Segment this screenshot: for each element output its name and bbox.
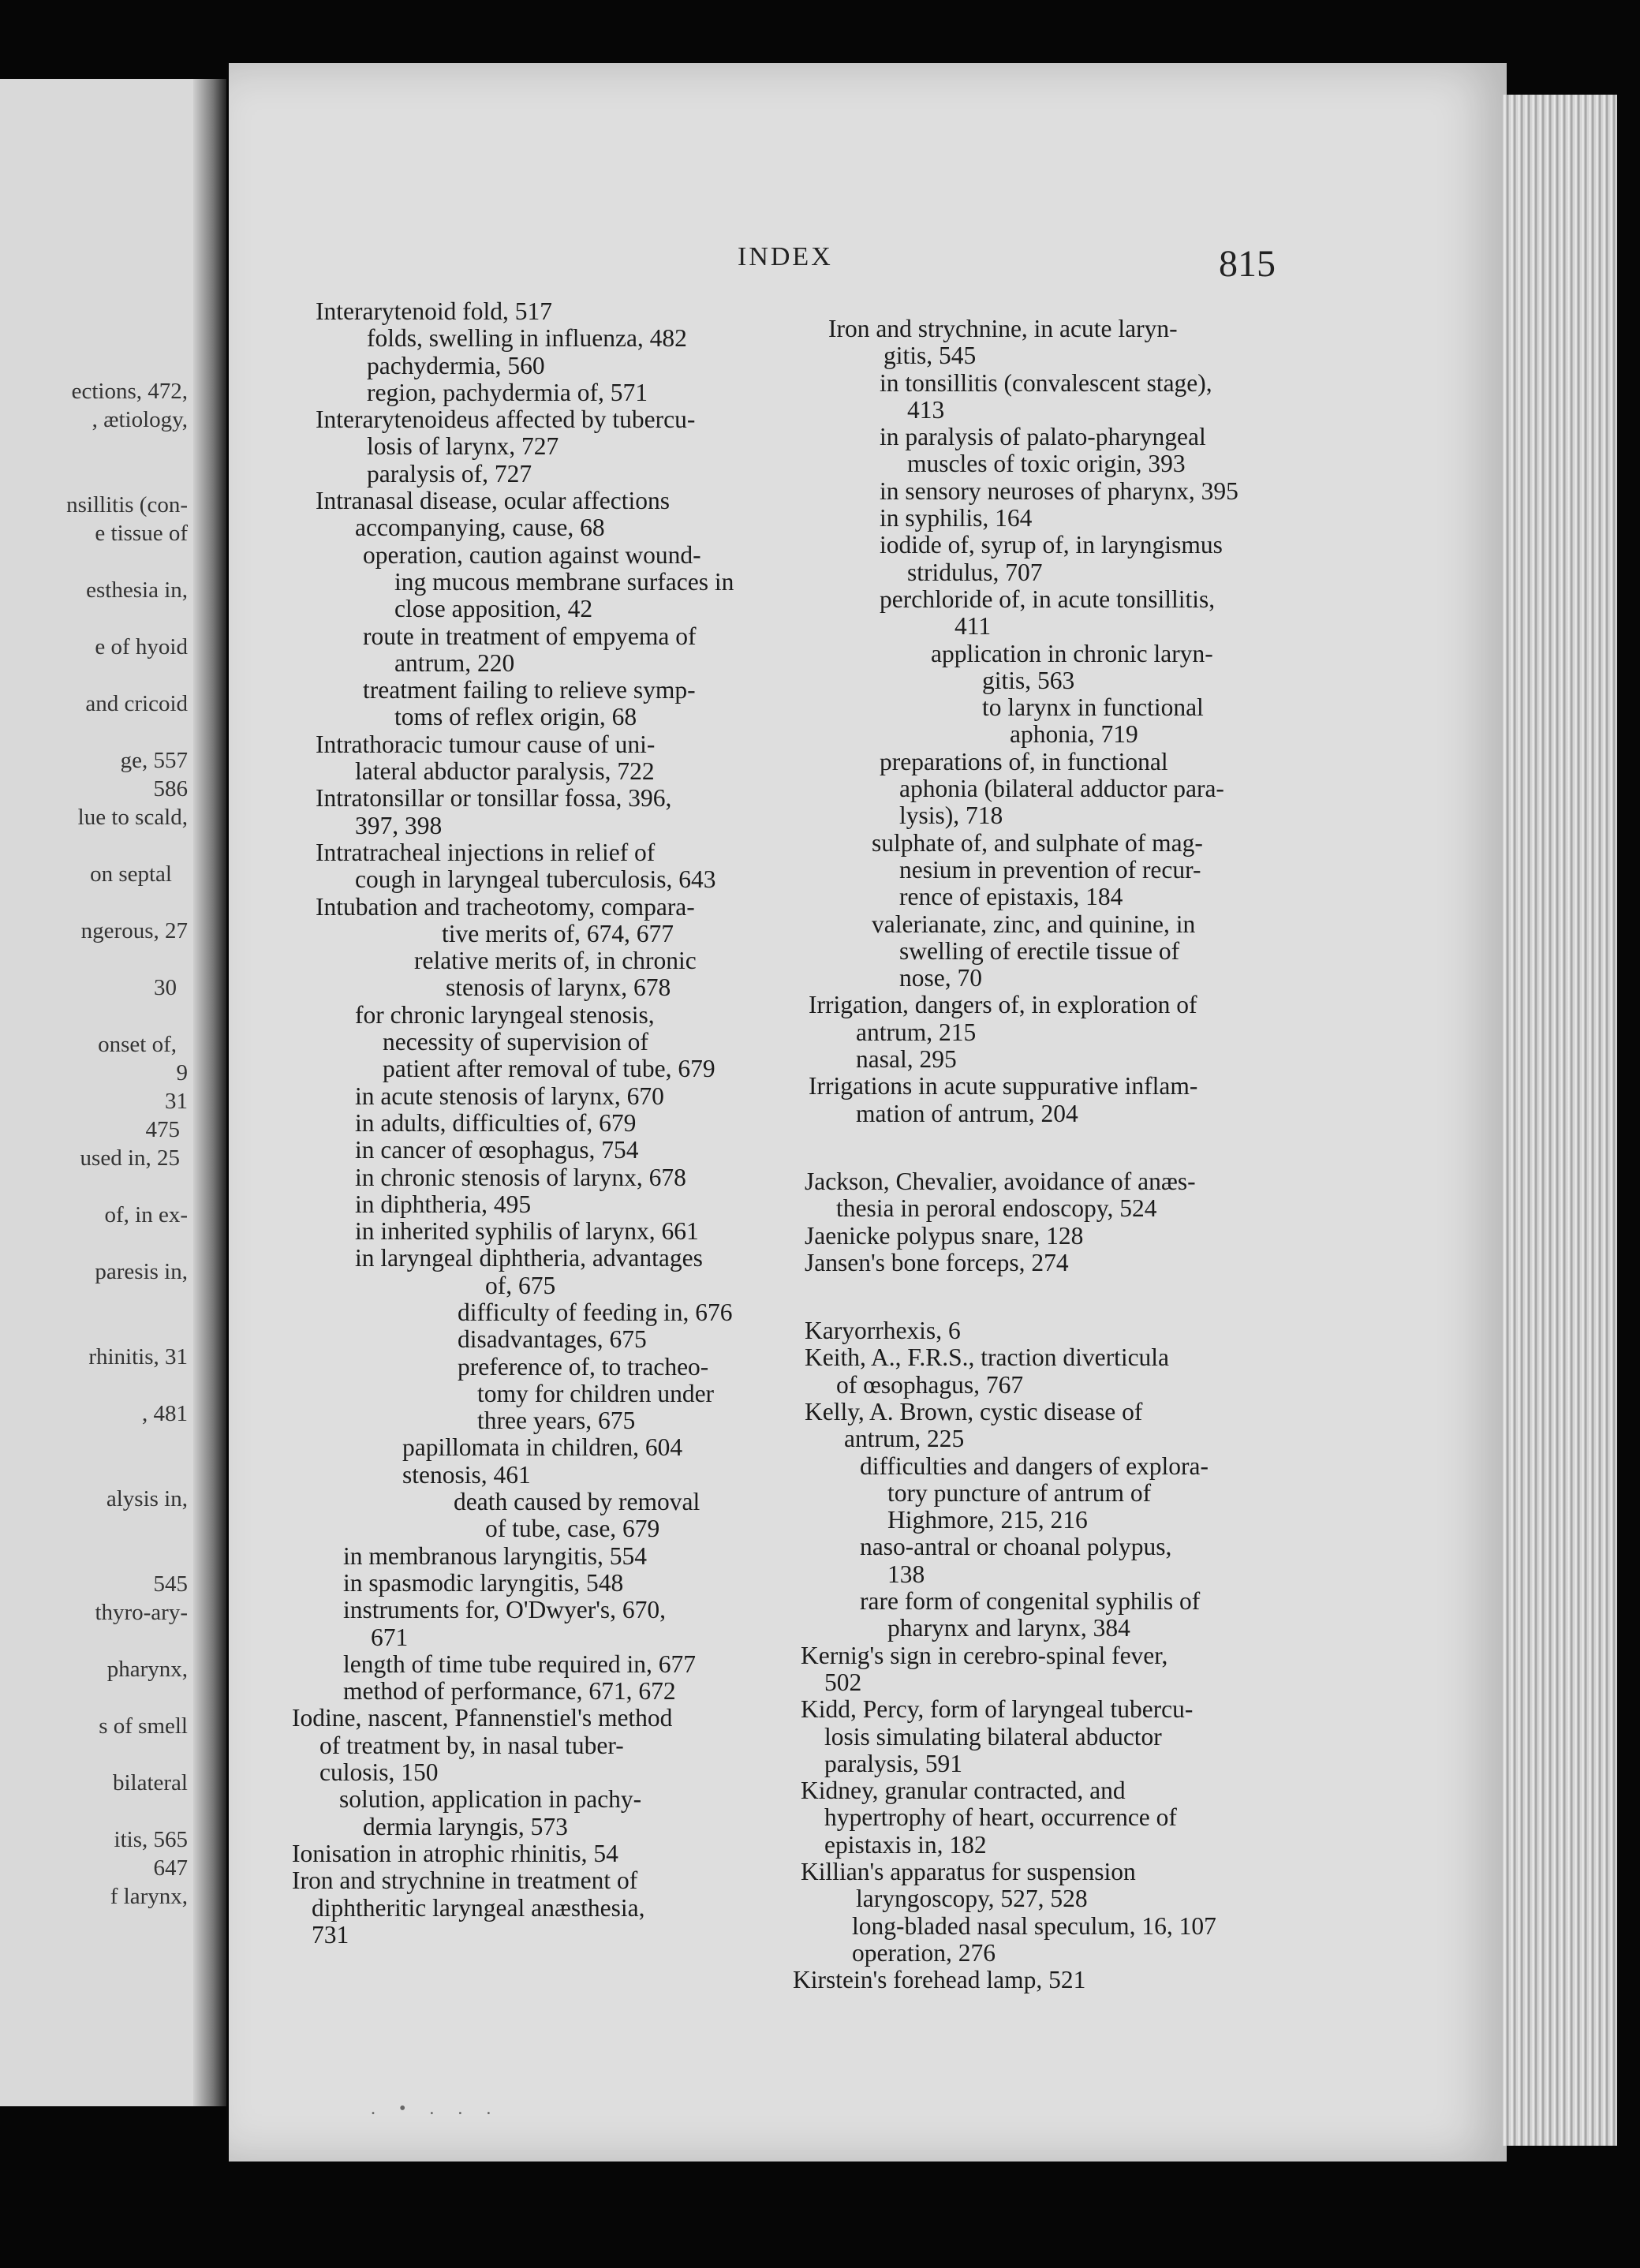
facing-page-line: itis, 565 bbox=[114, 1827, 188, 1852]
index-entry: antrum, 225 bbox=[844, 1425, 965, 1453]
index-entry: stenosis of larynx, 678 bbox=[446, 973, 671, 1002]
index-entry: cough in laryngeal tuberculosis, 643 bbox=[355, 865, 716, 894]
index-entry: method of performance, 671, 672 bbox=[343, 1677, 676, 1706]
index-entry: Intratracheal injections in relief of bbox=[316, 838, 656, 866]
facing-page-line bbox=[0, 1456, 188, 1485]
facing-page-line: paresis in, bbox=[95, 1259, 188, 1284]
index-entry: muscles of toxic origin, 393 bbox=[907, 450, 1186, 478]
facing-page-line bbox=[0, 604, 188, 633]
facing-page-line: ngerous, 27 bbox=[80, 918, 188, 943]
index-entry: preference of, to tracheo- bbox=[458, 1352, 709, 1381]
index-entry: stenosis, 461 bbox=[402, 1460, 531, 1489]
index-entry: tomy for children under bbox=[477, 1379, 715, 1407]
page-specks: . • . . . bbox=[371, 2098, 501, 2119]
facing-page-line: f larynx, bbox=[110, 1884, 188, 1909]
facing-page-line bbox=[0, 547, 188, 576]
entry-group-gap bbox=[785, 1276, 1238, 1317]
facing-page-line: 31 bbox=[165, 1089, 188, 1114]
facing-page-line bbox=[0, 1286, 188, 1314]
index-column-left bbox=[292, 298, 734, 1949]
index-entry: 138 bbox=[887, 1560, 925, 1588]
index-entry: iodide of, syrup of, in laryngismus bbox=[880, 531, 1223, 559]
index-entry: for chronic laryngeal stenosis, bbox=[355, 1000, 655, 1029]
facing-page-line bbox=[0, 1371, 188, 1399]
index-entry: Kernig's sign in cerebro-spinal fever, bbox=[801, 1641, 1168, 1669]
facing-page-line: thyro-ary- bbox=[95, 1600, 188, 1625]
index-entry: disadvantages, 675 bbox=[458, 1325, 647, 1354]
index-entry: Kidd, Percy, form of laryngeal tubercu- bbox=[801, 1695, 1194, 1724]
facing-page-line: bilateral bbox=[112, 1770, 188, 1795]
index-entry: operation, 276 bbox=[852, 1938, 996, 1967]
index-entry: application in chronic laryn- bbox=[931, 639, 1213, 667]
index-entry: rare form of congenital syphilis of bbox=[860, 1587, 1201, 1616]
index-entry: gitis, 563 bbox=[982, 666, 1075, 694]
index-entry: naso-antral or choanal polypus, bbox=[860, 1533, 1172, 1561]
index-entry: in acute stenosis of larynx, 670 bbox=[355, 1082, 664, 1110]
index-entry: 397, 398 bbox=[355, 811, 443, 839]
facing-page-line bbox=[0, 1797, 188, 1825]
facing-page-line: 647 bbox=[153, 1855, 188, 1881]
index-entry: nose, 70 bbox=[899, 964, 982, 992]
facing-page-line: 545 bbox=[153, 1571, 188, 1597]
index-entry: in laryngeal diphtheria, advantages bbox=[355, 1244, 703, 1272]
facing-page-line bbox=[0, 1683, 188, 1712]
facing-page-line: , 481 bbox=[142, 1401, 188, 1426]
facing-page-line bbox=[0, 1541, 188, 1570]
index-entry: instruments for, O'Dwyer's, 670, bbox=[343, 1596, 667, 1624]
facing-page-line: , ætiology, bbox=[92, 407, 188, 432]
index-entry: in sensory neuroses of pharynx, 395 bbox=[880, 476, 1238, 505]
facing-page-line: e of hyoid bbox=[95, 634, 188, 659]
index-entry: dermia laryngis, 573 bbox=[363, 1812, 568, 1840]
index-entry: 671 bbox=[371, 1623, 409, 1651]
facing-page-line bbox=[0, 1627, 188, 1655]
index-entry: epistaxis in, 182 bbox=[824, 1830, 987, 1859]
index-entry: rence of epistaxis, 184 bbox=[899, 883, 1123, 911]
index-entry: to larynx in functional bbox=[982, 693, 1204, 722]
facing-page-line: of, in ex- bbox=[104, 1202, 188, 1227]
index-entry: in paralysis of palato-pharyngeal bbox=[880, 423, 1206, 451]
index-entry: necessity of supervision of bbox=[383, 1028, 648, 1056]
index-entry: folds, swelling in influenza, 482 bbox=[367, 324, 687, 353]
index-entry: 411 bbox=[954, 612, 992, 641]
facing-page-line: lue to scald, bbox=[77, 805, 188, 830]
facing-page-line: 586 bbox=[153, 776, 188, 801]
index-entry: in tonsillitis (convalescent stage), bbox=[880, 368, 1212, 397]
facing-page-line: esthesia in, bbox=[86, 577, 188, 603]
index-entry: death caused by removal bbox=[454, 1488, 700, 1516]
index-entry: aphonia (bilateral adductor para- bbox=[899, 775, 1224, 803]
facing-page-line bbox=[0, 888, 188, 917]
facing-page bbox=[0, 79, 199, 2106]
index-entry: valerianate, zinc, and quinine, in bbox=[872, 910, 1196, 938]
index-entry: Jansen's bone forceps, 274 bbox=[805, 1248, 1069, 1276]
index-entry: close apposition, 42 bbox=[394, 595, 593, 623]
facing-page-line bbox=[0, 1002, 188, 1030]
facing-page-line: on septal bbox=[90, 861, 172, 887]
index-entry: Interarytenoid fold, 517 bbox=[316, 297, 553, 325]
index-entry: Kirstein's forehead lamp, 521 bbox=[793, 1966, 1086, 1994]
index-entry: perchloride of, in acute tonsillitis, bbox=[880, 585, 1216, 613]
index-entry: route in treatment of empyema of bbox=[363, 622, 697, 650]
index-entry: toms of reflex origin, 68 bbox=[394, 703, 637, 731]
index-entry: in adults, difficulties of, 679 bbox=[355, 1108, 637, 1137]
facing-page-line: used in, 25 bbox=[80, 1145, 180, 1171]
running-head: INDEX bbox=[738, 242, 833, 271]
index-entry: pharynx and larynx, 384 bbox=[887, 1614, 1130, 1642]
index-entry: Killian's apparatus for suspension bbox=[801, 1858, 1136, 1886]
index-entry: losis of larynx, 727 bbox=[367, 432, 559, 461]
index-entry: Intranasal disease, ocular affections bbox=[316, 487, 670, 515]
facing-page-line bbox=[0, 1314, 188, 1343]
index-entry: Jaenicke polypus snare, 128 bbox=[805, 1221, 1084, 1250]
index-entry: antrum, 215 bbox=[856, 1018, 977, 1046]
facing-page-line bbox=[0, 1740, 188, 1769]
index-entry: sulphate of, and sulphate of mag- bbox=[872, 828, 1203, 857]
index-entry: stridulus, 707 bbox=[907, 558, 1043, 586]
index-entry: 731 bbox=[312, 1920, 349, 1949]
index-entry: Intratonsillar or tonsillar fossa, 396, bbox=[316, 784, 672, 813]
facing-page-line: s of smell bbox=[99, 1713, 188, 1739]
index-entry: Intrathoracic tumour cause of uni- bbox=[316, 730, 656, 758]
index-entry: culosis, 150 bbox=[319, 1758, 439, 1787]
index-entry: Ionisation in atrophic rhinitis, 54 bbox=[292, 1839, 618, 1867]
index-entry: length of time tube required in, 677 bbox=[343, 1650, 697, 1678]
index-entry: Kidney, granular contracted, and bbox=[801, 1777, 1126, 1805]
index-entry: paralysis, 591 bbox=[824, 1749, 962, 1777]
index-entry: solution, application in pachy- bbox=[339, 1785, 642, 1814]
index-entry: in chronic stenosis of larynx, 678 bbox=[355, 1163, 686, 1191]
index-entry: hypertrophy of heart, occurrence of bbox=[824, 1803, 1177, 1832]
index-entry: of treatment by, in nasal tuber- bbox=[319, 1731, 624, 1759]
facing-page-line: ge, 557 bbox=[120, 748, 188, 773]
index-entry: lateral abductor paralysis, 722 bbox=[355, 757, 655, 786]
facing-page-line: pharynx, bbox=[106, 1657, 188, 1682]
facing-page-line: alysis in, bbox=[106, 1486, 188, 1511]
index-entry: of tube, case, 679 bbox=[485, 1515, 660, 1543]
index-entry: Iron and strychnine in treatment of bbox=[292, 1866, 638, 1895]
index-entry: losis simulating bilateral abductor bbox=[824, 1722, 1162, 1751]
facing-page-line bbox=[0, 661, 188, 689]
index-entry: lysis), 718 bbox=[899, 801, 1003, 830]
index-entry: nasal, 295 bbox=[856, 1045, 957, 1074]
page-number: 815 bbox=[1219, 243, 1276, 285]
index-entry: difficulties and dangers of explora- bbox=[860, 1452, 1209, 1480]
facing-page-text bbox=[0, 377, 188, 1911]
facing-page-line: 30 bbox=[154, 975, 177, 1000]
index-entry: treatment failing to relieve symp- bbox=[363, 676, 696, 704]
index-entry: Karyorrhexis, 6 bbox=[805, 1317, 961, 1345]
index-entry: pachydermia, 560 bbox=[367, 351, 545, 379]
index-entry: relative merits of, in chronic bbox=[414, 947, 697, 975]
facing-page-line bbox=[0, 1428, 188, 1456]
facing-page-line: 475 bbox=[145, 1117, 180, 1142]
index-entry: tive merits of, 674, 677 bbox=[442, 919, 674, 947]
index-entry: ing mucous membrane surfaces in bbox=[394, 567, 734, 596]
index-entry: in spasmodic laryngitis, 548 bbox=[343, 1568, 624, 1597]
index-entry: diphtheritic laryngeal anæsthesia, bbox=[312, 1893, 645, 1922]
facing-page-line bbox=[0, 945, 188, 973]
index-entry: in diphtheria, 495 bbox=[355, 1190, 532, 1218]
index-entry: thesia in peroral endoscopy, 524 bbox=[836, 1194, 1157, 1223]
facing-page-line: and cricoid bbox=[85, 691, 188, 716]
index-entry: Highmore, 215, 216 bbox=[887, 1506, 1088, 1534]
facing-page-line: nsillitis (con- bbox=[66, 492, 188, 517]
facing-page-line: 9 bbox=[176, 1060, 188, 1085]
facing-page-line: onset of, bbox=[98, 1032, 177, 1057]
index-entry: accompanying, cause, 68 bbox=[355, 514, 605, 542]
facing-page-line: ections, 472, bbox=[71, 379, 188, 404]
facing-page-line bbox=[0, 718, 188, 746]
facing-page-line bbox=[0, 1229, 188, 1257]
index-entry: swelling of erectile tissue of bbox=[899, 936, 1180, 965]
index-entry: Irrigations in acute suppurative inflam- bbox=[809, 1072, 1198, 1100]
index-entry: Irrigation, dangers of, in exploration of bbox=[809, 991, 1197, 1019]
index-entry: patient after removal of tube, 679 bbox=[383, 1055, 715, 1083]
index-entry: in cancer of œsophagus, 754 bbox=[355, 1136, 639, 1164]
index-entry: Jackson, Chevalier, avoidance of anæs- bbox=[805, 1167, 1196, 1195]
index-entry: 413 bbox=[907, 395, 945, 424]
index-entry: paralysis of, 727 bbox=[367, 459, 532, 488]
page-edges bbox=[1503, 95, 1617, 2146]
index-entry: region, pachydermia of, 571 bbox=[367, 378, 648, 406]
index-entry: nesium in prevention of recur- bbox=[899, 855, 1201, 884]
index-entry: difficulty of feeding in, 676 bbox=[458, 1298, 733, 1326]
index-entry: 502 bbox=[824, 1668, 862, 1696]
index-entry: preparations of, in functional bbox=[880, 747, 1168, 775]
index-entry: Iodine, nascent, Pfannenstiel's method bbox=[292, 1704, 673, 1732]
index-entry: Keith, A., F.R.S., traction diverticula bbox=[805, 1343, 1170, 1372]
facing-page-line: rhinitis, 31 bbox=[88, 1344, 188, 1369]
index-entry: Kelly, A. Brown, cystic disease of bbox=[805, 1397, 1143, 1425]
index-entry: laryngoscopy, 527, 528 bbox=[856, 1885, 1088, 1913]
index-entry: of, 675 bbox=[485, 1271, 556, 1299]
index-entry: in syphilis, 164 bbox=[880, 504, 1033, 532]
index-entry: mation of antrum, 204 bbox=[856, 1099, 1078, 1127]
index-entry: papillomata in children, 604 bbox=[402, 1433, 683, 1462]
facing-page-line bbox=[0, 831, 188, 860]
index-entry: of œsophagus, 767 bbox=[836, 1370, 1024, 1399]
index-entry: in inherited syphilis of larynx, 661 bbox=[355, 1217, 699, 1246]
facing-page-line bbox=[0, 434, 188, 462]
index-entry: tory puncture of antrum of bbox=[887, 1478, 1152, 1507]
index-entry: gitis, 545 bbox=[884, 342, 977, 370]
book-gutter bbox=[193, 79, 226, 2106]
index-entry: Interarytenoideus affected by tubercu- bbox=[316, 405, 696, 434]
facing-page-line bbox=[0, 1172, 188, 1201]
facing-page-line bbox=[0, 1513, 188, 1541]
index-entry: aphonia, 719 bbox=[1010, 720, 1138, 749]
index-entry: antrum, 220 bbox=[394, 648, 515, 677]
facing-page-line bbox=[0, 462, 188, 491]
index-entry: three years, 675 bbox=[477, 1407, 636, 1435]
entry-group-gap bbox=[785, 1127, 1238, 1168]
facing-page-line: e tissue of bbox=[95, 521, 188, 546]
index-column-right bbox=[785, 316, 1238, 1994]
index-entry: Intubation and tracheotomy, compara- bbox=[316, 892, 695, 921]
index-entry: operation, caution against wound- bbox=[363, 540, 701, 569]
index-entry: in membranous laryngitis, 554 bbox=[343, 1541, 647, 1570]
index-entry: long-bladed nasal speculum, 16, 107 bbox=[852, 1911, 1216, 1940]
index-entry: Iron and strychnine, in acute laryn- bbox=[828, 315, 1178, 342]
